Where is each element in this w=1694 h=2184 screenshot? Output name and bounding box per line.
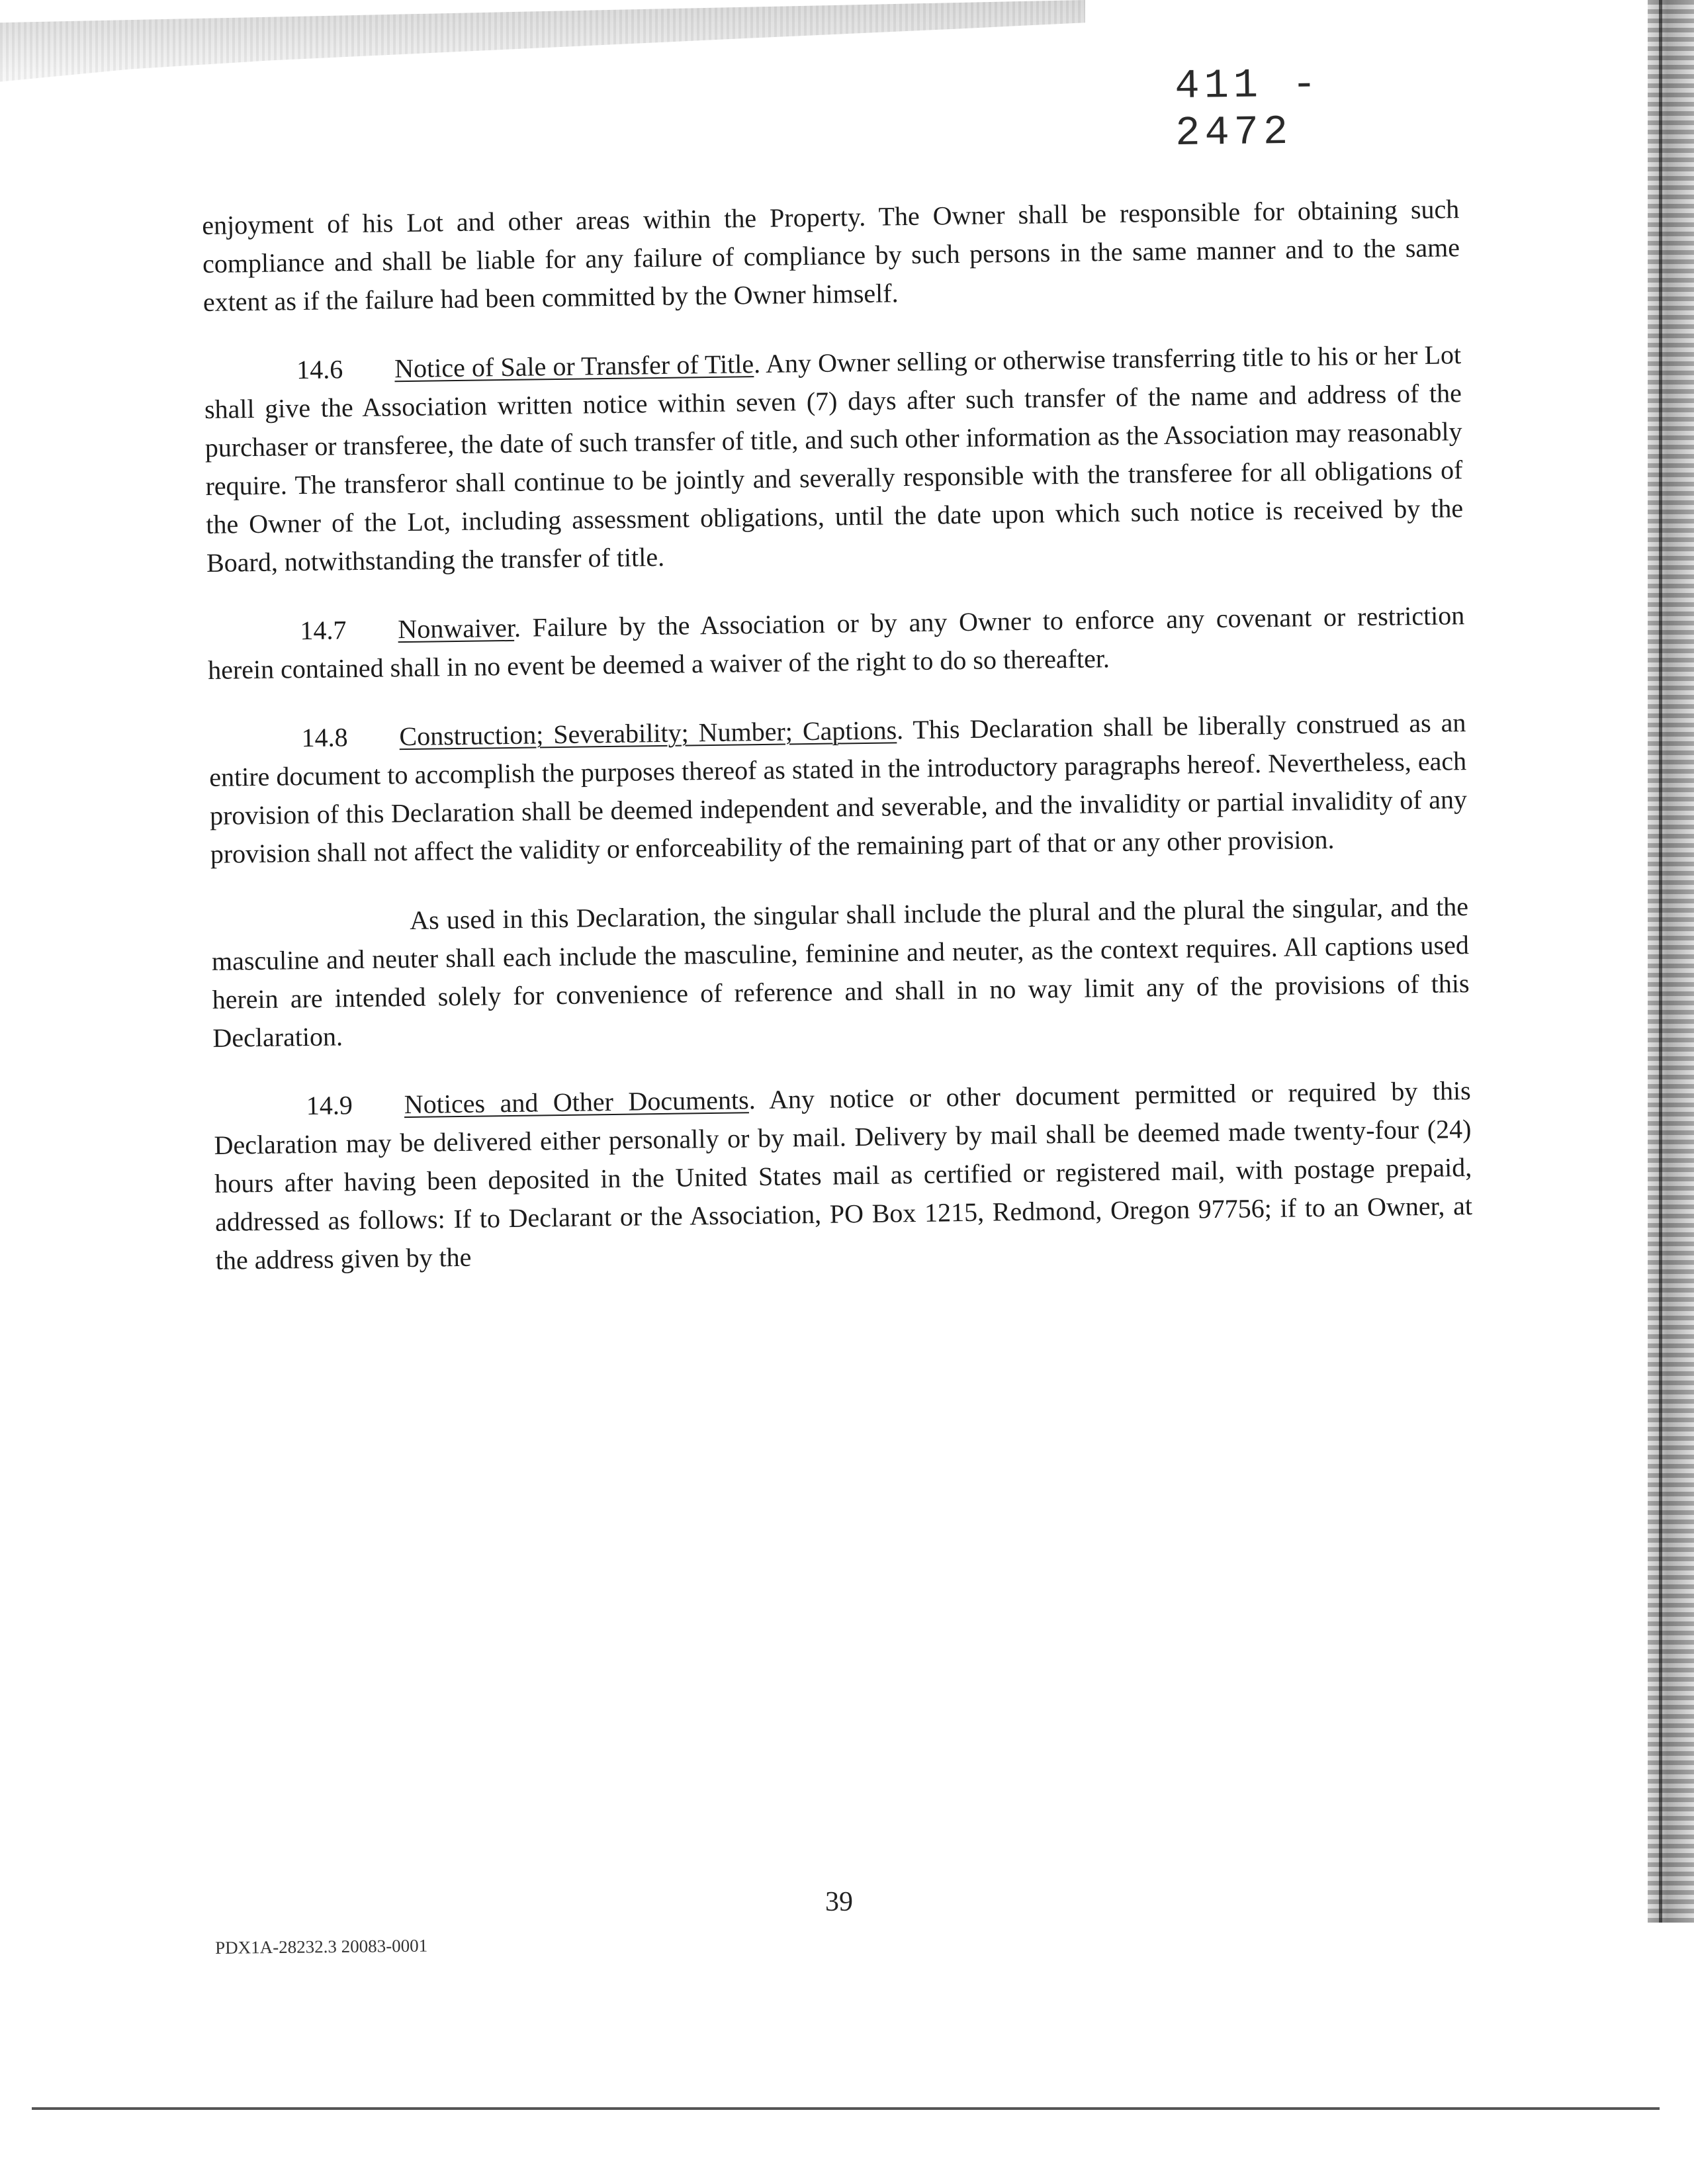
section-14-6 [204, 336, 1464, 582]
recording-stamp: 411 - 2472 [1175, 61, 1321, 157]
section-body: . This Declaration shall be liberally construed as an entire document to accomplish the purposes thereof as stated in the introductory paragraphs hereof. Nevertheless, each provision of this Declaration shall be deemed independent and severable, and the invalidity or partial invalidity of any provision shall not affect the validity or enforceability of the remaining part of that or any other provision. [208, 707, 1468, 869]
section-body: . Failure by the Association or by any Owner to enforce any covenant or restriction herein contained shall in no event be deemed a waiver of the right to do so thereafter. [207, 600, 1465, 685]
section-heading: Notices and Other Documents [404, 1085, 749, 1120]
section-14-9 [213, 1071, 1473, 1280]
section-number: 14.6 [296, 354, 343, 385]
section-14-8 [208, 704, 1468, 874]
section-number: 14.9 [306, 1090, 353, 1121]
section-heading: Nonwaiver [398, 612, 515, 645]
scan-shadow-top [0, 0, 1085, 126]
document-code: PDX1A-28232.3 20083-0001 [215, 1935, 428, 1958]
section-14-7 [207, 596, 1465, 690]
section-heading: Construction; Severability; Number; Captions [399, 715, 897, 752]
section-number: 14.7 [300, 615, 347, 646]
section-body: . Any notice or other document permitted or required by this Declaration may be delivered either personally or by mail. Delivery by mail shall be deemed made twenty-four (24) hours after having been deposited in the United States mail as certified or registered mail, with postage prepaid, addressed as follows: If to Declarant or the Association, PO Box 1215, Redmond, Oregon 97756; if to an Owner, at the address given by the [214, 1075, 1473, 1275]
document-page [202, 190, 1481, 1861]
page-number: 39 [825, 1887, 853, 1917]
continued-paragraph: enjoyment of his Lot and other areas within the Property. The Owner shall be responsible for obtaining such compliance and shall be liable for any failure of compliance by such persons in the same manner and to the same extent as if the failure had been committed by the Owner himself. [202, 194, 1460, 317]
scan-edge-right [1648, 0, 1694, 1923]
section-body: . Any Owner selling or otherwise transferring title to his or her Lot shall give the Association written notice within seven (7) days after such transfer of the name and address of the purchaser or transferee, the date of such transfer of title, and such other information as the Association may reasonably require. The transferor shall continue to be jointly and severally responsible with the transferee for all obligations of the Owner of the Lot, including assessment obligations, until the date upon which such notice is received by the Board, notwithstanding the transfer of title. [204, 340, 1464, 578]
scan-bottom-rule [32, 2107, 1660, 2110]
interpretation-paragraph: As used in this Declaration, the singular shall include the plural and the plural the singular, and the masculine and neuter shall each include the masculine, feminine and neuter, as the context requires. All captions used herein are intended solely for convenience of reference and shall in no way limit any of the provisions of this Declaration. [211, 891, 1470, 1053]
scan-edge-line [1659, 0, 1662, 1923]
section-heading: Notice of Sale or Transfer of Title [394, 349, 754, 384]
section-number: 14.8 [301, 722, 348, 753]
